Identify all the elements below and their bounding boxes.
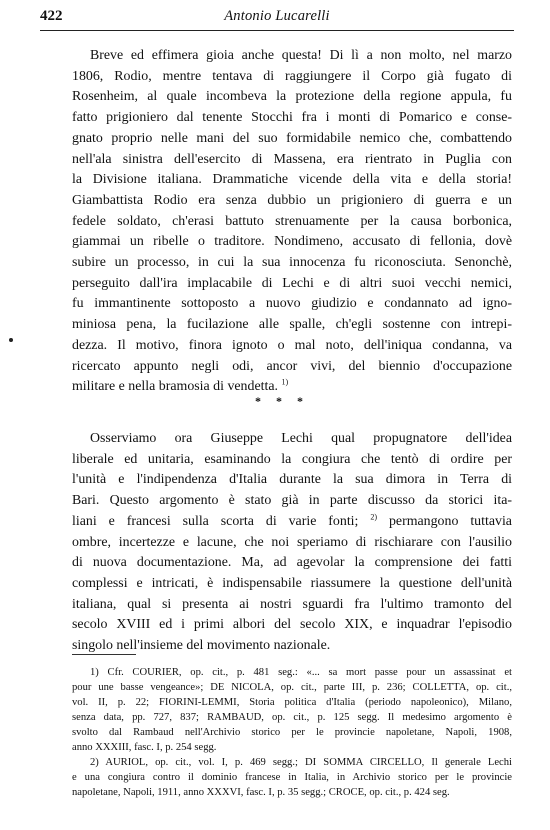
footnote-line: napoletane, Napoli, 1911, anno XXXVI, fasc. I, p. 35 segg.; CROCE, op. cit., p. 424 seg. (72, 787, 450, 798)
text-line: miniosa pena, la fucilazione alle spalle, ch'egli sostenne con intrepi- (72, 317, 512, 333)
text-line: fu immantinente sottoposto a nuovo giudizio e condannato ad igno- (72, 296, 512, 312)
footnotes (72, 665, 512, 800)
text-line: nell'ala sinistra dell'esercito di Massena, era rientrato in Puglia con (72, 151, 512, 167)
text-line: Giambattista Rodio era senza dubbio un prigioniero di guerra e un (72, 192, 512, 208)
footnote-line: 2) AURIOL, op. cit., vol. I, p. 469 segg.; DI SOMMA CIRCELLO, Il generale Lechi (90, 757, 512, 768)
text-line (72, 512, 512, 533)
text-line: liberale ed unitaria, esaminando la congiura che tentò di ordire per (72, 451, 512, 467)
footnote-line: pour une basse vengeance»; DE NICOLA, op. cit., parte III, p. 236; COLLETTA, op. cit., (72, 682, 512, 693)
text-line-content: militare e nella bramosia di vendetta. (72, 379, 278, 395)
text-line: singolo nell'insieme del movimento nazionale. (72, 638, 331, 654)
section-separator: * * * (255, 394, 309, 408)
footnote-line: 1) Cfr. COURIER, op. cit., p. 481 seg.: «... sa mort passe pour un assassinat et (90, 667, 512, 678)
text-line: Breve ed effimera gioia anche questa! Di lì a non molto, nel marzo (90, 48, 512, 63)
footnote-line: svolto dal Rambaud nell'Archivio storico per le provincie napoletane, Napoli, 1908, (72, 727, 512, 738)
text-line: la Divisione italiana. Drammatiche vicende della vita e della storia! (72, 172, 512, 188)
text-line: 1806, Rodio, mentre tentava di raggiungere il Corpo già fugato di (72, 68, 512, 84)
text-line: l'unità e l'indipendenza d'Italia durante la sua dimora in Terra di (72, 472, 512, 488)
text-line: dezza. Il motivo, finora ignoto o mal noto, dell'iniqua condanna, va (72, 337, 512, 353)
footnote-rule (72, 654, 136, 655)
text-line: perseguito dall'ira implacabile di Lechi e di altri suoi vecchi nemici, (72, 275, 512, 291)
text-line: Rosenheim, al quale incombeva la protezione della regione appula, fu (72, 89, 512, 105)
text-line: fatto prigioniero dal tenente Stocchi fra i monti di Pomarico e conse- (72, 110, 512, 126)
text-line-content: liani e francesi sulla scorta di varie fonti; (72, 513, 359, 529)
footnote-line: anno XXXIII, fasc. I, p. 254 segg. (72, 742, 217, 753)
text-line: complessi e intricati, è indispensabile riassumere la questione dell'unità (72, 575, 512, 591)
text-line: gnato proprio nelle mani del suo formidabile nemico che, combattendo (72, 130, 512, 146)
text-line: giammai un ribelle o traditore. Nondimeno, accusato di fellonia, dovè (72, 234, 512, 250)
paragraph-rodio (72, 46, 512, 398)
footnote-line: e una congiura contro il dominio francese in Italia, in Archivio storico per le provincie (72, 772, 512, 783)
footnote-ref-2[interactable]: 2) (370, 512, 378, 522)
footnote-line: vol. II, p. 22; FIORINI-LEMMI, Storia politica d'Italia (periodo napoleonico), Milano, (72, 697, 512, 708)
footnote-ref-1[interactable]: 1) (281, 377, 289, 387)
text-line: di nuova documentazione. Ma, ad agevolar la comprensione dei fatti (72, 555, 512, 571)
text-line: subire un processo, in cui la sua innocenza fu riconosciuta. Senonchè, (72, 255, 512, 271)
running-head (40, 6, 514, 31)
margin-mark (9, 338, 13, 342)
page-number: 422 (40, 8, 63, 24)
text-line: fedele soldato, ch'erasi battuto strenuamente per la causa borbonica, (72, 213, 512, 229)
paragraph-congiura (72, 429, 512, 657)
text-line-tail: permangono tuttavia (388, 513, 512, 529)
text-line: secolo XVIII ed i primi albori del secolo XIX, e inquadrar l'episodio (72, 617, 512, 633)
text-line: ricercato appunto negli odi, ancor vivi, del biennio d'occupazione (72, 358, 512, 374)
text-line: ombre, incertezze e lacune, che noi speriamo di rischiarare con l'ausilio (72, 534, 512, 550)
text-line: Osserviamo ora Giuseppe Lechi qual propugnatore dell'idea (90, 431, 512, 446)
text-line: Bari. Questo argomento è stato già in parte discusso da storici ita- (72, 493, 512, 509)
footnote-line: senza data, pp. 727, 837; RAMBAUD, op. cit., p. 125 segg. Il medesimo argomento è (72, 712, 512, 723)
running-title: Antonio Lucarelli (224, 8, 330, 24)
text-line: italiana, qual si presenta ai nostri sguardi fra l'ultimo tramonto del (72, 596, 512, 612)
